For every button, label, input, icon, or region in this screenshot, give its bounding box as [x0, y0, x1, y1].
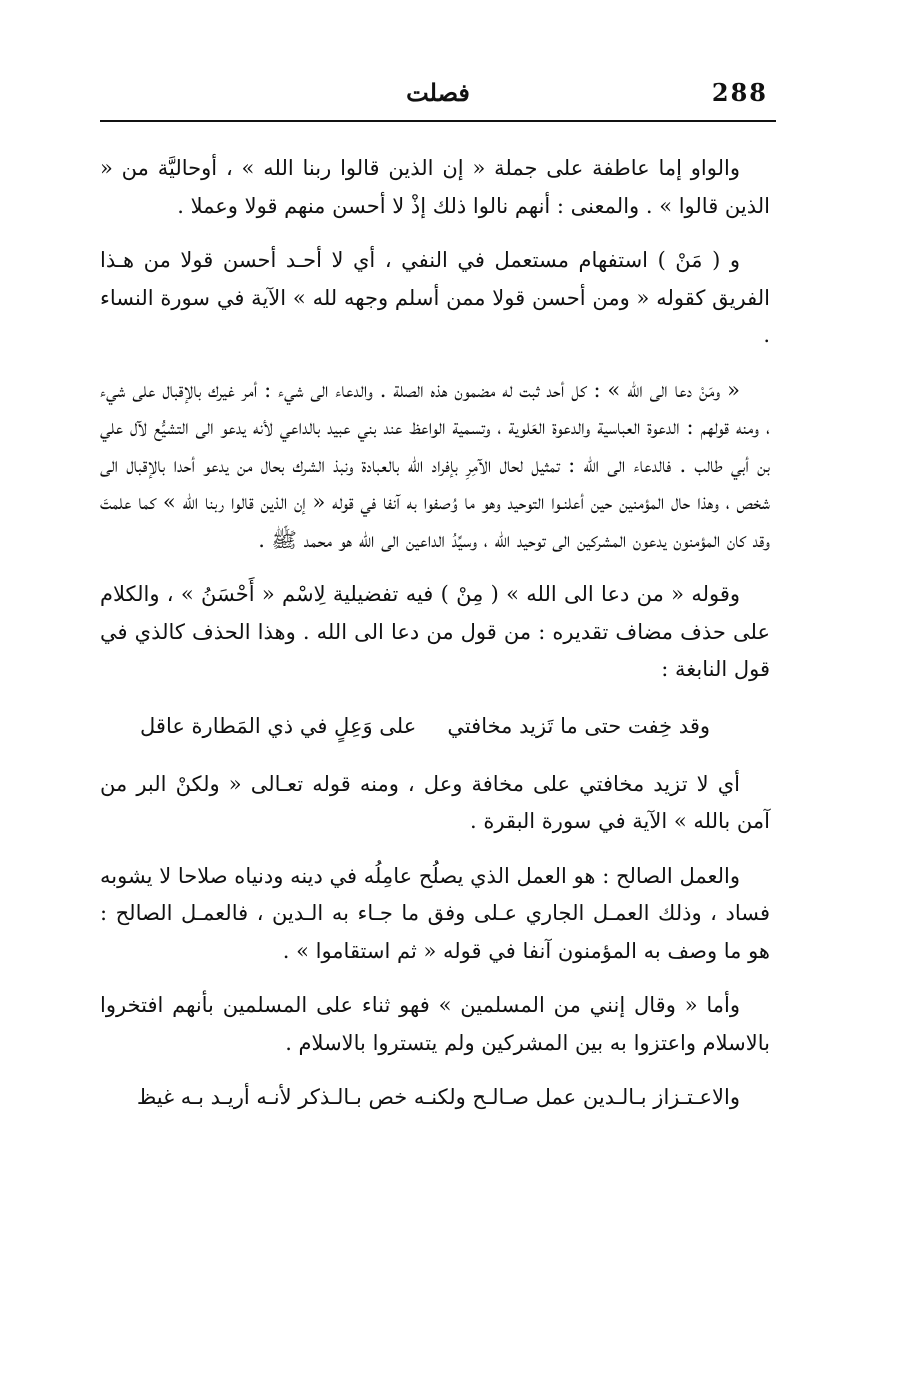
header-rule [100, 120, 776, 122]
paragraph: وقوله « من دعا الى الله » ( مِنْ ) فيه تفضيلية لِاسْم « أَحْسَنُ » ، والكلام على حذف مضاف تقديره : من قول من دعا الى الله . وهذا الحذف كالذي في قول النابغة : [100, 582, 770, 681]
verse-second-hemistich: على وَعِلٍ في ذي المَطارة عاقل [140, 713, 417, 738]
paragraph: و ( مَنْ ) استفهام مستعمل في النفي ، أي لا أحـد أحسن قولا من هـذا الفريق كقوله « ومن أحسن قولا ممن أسلم وجهه لله » الآية في سورة النساء . [100, 248, 770, 347]
paragraph: وأما « وقال إنني من المسلمين » فهو ثناء على المسلمين بأنهم افتخروا بالاسلام واعتزوا به بين المشركين ولم يتستروا بالاسلام . [100, 993, 770, 1055]
page-body [100, 150, 770, 1117]
running-title: فصلت [406, 78, 470, 107]
paragraph: والعمل الصالح : هو العمل الذي يصلُح عامِلُه في دينه ودنياه صلاحا لا يشوبه فساد ، وذلك العمـل الجاري عـلى وفق ما جـاء به الـدين ، فالعمـل الصالح : هو ما وصف به المؤمنون آنفا في قوله « ثم استقاموا » . [100, 863, 770, 963]
page-header [100, 78, 776, 118]
paragraph: « ومَنْ دعا الى الله » : كل أحد ثبت له مضمون هذه الصلة . والدعاء الى شيء : أمر غيرك بالإقبال على شيء ، ومنه قولهم : الدعوة العباسية والدعوة العَلوية ، وتسمية الواعظ عند بني عبيد بالداعي لأنه يدعو الى التشيُّع لآل علي بن أبي طالب . فالدعاء الى الله : تمثيل لحال الآمِرِ بإفراد الله بالعبادة ونبذ الشرك بحال من يدعو أحدا بالإقبال الى شخص ، وهذا حال المؤمنين حين أعلنـوا التوحيد وهو ما وُصفوا به آنفا في قوله « إن الذين قالوا ربنا الله » كما علمتَ وقد كان المؤمنون يدعون المشركين الى توحيد الله ، وسيِّدُ الداعين الى الله هو محمد ﷺ . [100, 377, 770, 552]
poetry-verse [140, 706, 710, 746]
paragraph: أي لا تزيد مخافتي على مخافة وعل ، ومنه قوله تعـالى « ولكنْ البر من آمن بالله » الآية في سورة البقرة . [100, 771, 770, 833]
paragraph: والواو إما عاطفة على جملة « إن الذين قالوا ربنا الله » ، أوحاليَّة من « الذين قالوا » . والمعنى : أنهم نالوا ذلك إذْ لا أحسن منهم قولا وعملا . [100, 156, 770, 218]
page-number: 288 [711, 78, 768, 107]
paragraph: والاعـتـزاز بـالـدين عمل صـالـح ولكنـه خص بـالـذكر لأنـه أريـد بـه غيظ [136, 1085, 740, 1109]
verse-first-hemistich: وقد خِفت حتى ما تَزيد مخافتي [447, 713, 710, 738]
